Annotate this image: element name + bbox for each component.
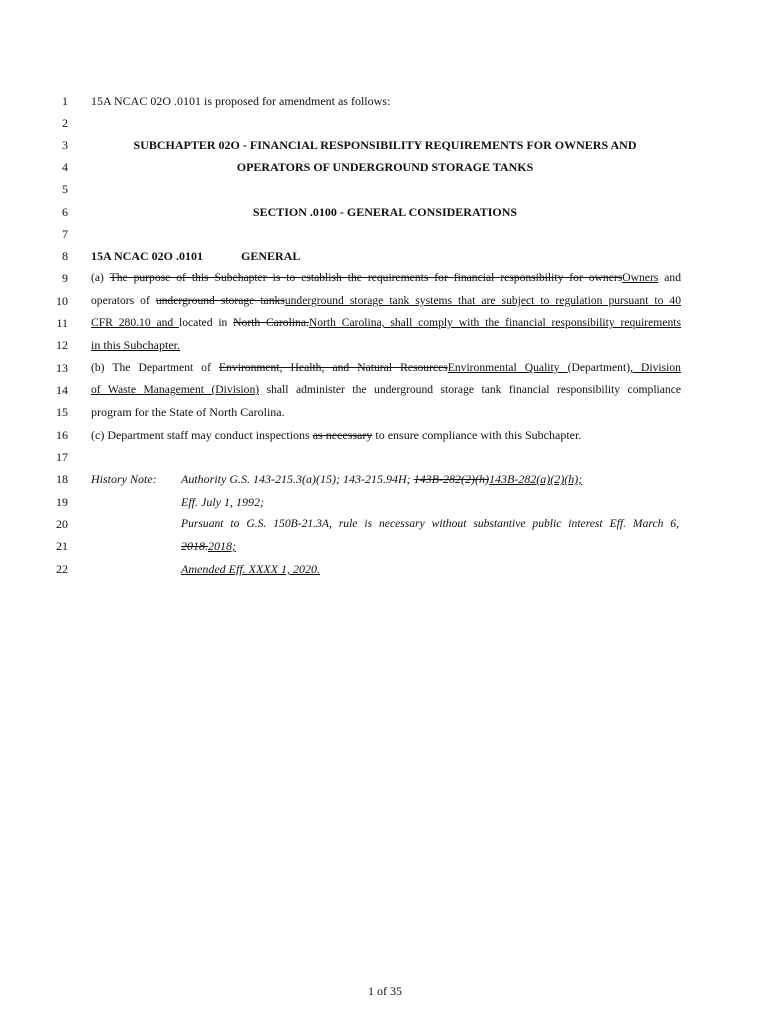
inserted-text: , Division xyxy=(630,361,681,374)
line-number: 8 xyxy=(62,249,68,263)
intro-text: 15A NCAC 02O .0101 is proposed for amendment as follows: xyxy=(91,94,391,108)
paragraph-a-cont xyxy=(91,312,681,334)
inserted-text: Owners xyxy=(622,271,659,284)
doc-line xyxy=(0,134,770,156)
doc-line xyxy=(0,201,770,223)
rule-heading xyxy=(91,245,681,267)
inserted-text: Amended Eff. XXXX 1, 2020. xyxy=(181,562,320,576)
history-pursuant: Pursuant to G.S. 150B-21.3A, rule is necessary without substantive public interest Eff. March 6, xyxy=(181,517,679,530)
doc-line xyxy=(0,90,770,112)
plain-text: located in xyxy=(179,316,234,329)
doc-line xyxy=(0,223,770,245)
doc-line xyxy=(0,558,770,580)
rule-title: GENERAL xyxy=(241,249,301,263)
doc-line xyxy=(0,357,770,379)
page-number: 1 of 35 xyxy=(368,984,402,998)
deleted-text: North Carolina. xyxy=(233,316,309,329)
plain-text: (Department) xyxy=(567,361,631,374)
deleted-text: Environment, Health, and Natural Resources xyxy=(219,361,448,374)
line-number: 20 xyxy=(56,517,68,531)
section-heading: SECTION .0100 - GENERAL CONSIDERATIONS xyxy=(252,205,518,219)
doc-line xyxy=(0,290,770,312)
line-number: 15 xyxy=(56,405,68,419)
line-number: 18 xyxy=(56,472,68,486)
line-number: 9 xyxy=(62,271,68,285)
line-number: 16 xyxy=(56,428,68,442)
history-note-label: History Note: xyxy=(91,472,157,486)
subchapter-heading-cont: OPERATORS OF UNDERGROUND STORAGE TANKS xyxy=(236,160,534,174)
line-number: 14 xyxy=(56,383,68,397)
inserted-text: in this Subchapter. xyxy=(91,338,180,352)
history-amended xyxy=(181,558,679,580)
line-number: 1 xyxy=(62,94,68,108)
inserted-text: North Carolina, shall comply with the financial responsibility requirements xyxy=(308,316,681,329)
line-number: 4 xyxy=(62,160,68,174)
inserted-text: underground storage tank systems that are subject to regulation pursuant to 40 xyxy=(284,294,681,307)
subchapter-heading: SUBCHAPTER 02O - FINANCIAL RESPONSIBILITY REQUIREMENTS FOR OWNERS AND xyxy=(133,138,637,152)
doc-line xyxy=(0,513,770,535)
line-number: 3 xyxy=(62,138,68,152)
plain-text: Authority G.S. 143-215.3(a)(15); 143-215.94H; xyxy=(181,472,414,486)
doc-line xyxy=(0,379,770,401)
doc-line xyxy=(0,446,770,468)
plain-text: (c) Department staff may conduct inspections xyxy=(91,428,313,442)
deleted-text: as necessary xyxy=(312,428,373,442)
line-number: 22 xyxy=(56,562,68,576)
deleted-text: underground storage tanks xyxy=(155,294,285,307)
line-number: 11 xyxy=(56,316,68,330)
inserted-text: of Waste Management (Division) xyxy=(91,383,260,396)
inserted-text: 2018; xyxy=(208,539,236,553)
paragraph-a-cont xyxy=(91,290,681,312)
line-number: 17 xyxy=(56,450,68,464)
history-effective: Eff. July 1, 1992; xyxy=(181,495,264,509)
plain-text: (b) The Department of xyxy=(91,361,220,374)
paragraph-a xyxy=(91,267,681,289)
doc-line xyxy=(0,491,770,513)
line-number: 2 xyxy=(62,116,68,130)
paragraph-label: (a) xyxy=(91,271,110,284)
paragraph-b xyxy=(91,357,681,379)
paragraph-b-cont xyxy=(91,379,681,401)
paragraph-a-cont xyxy=(91,334,681,356)
line-number: 7 xyxy=(62,227,68,241)
doc-line xyxy=(0,245,770,267)
inserted-text: 143B-282(a)(2)(h); xyxy=(488,472,583,486)
doc-line xyxy=(0,535,770,557)
doc-line xyxy=(0,312,770,334)
line-number: 10 xyxy=(56,294,68,308)
plain-text: and xyxy=(658,271,681,284)
history-authority xyxy=(181,468,679,490)
line-number: 5 xyxy=(62,182,68,196)
line-number: 19 xyxy=(56,495,68,509)
doc-line xyxy=(0,401,770,423)
rule-number: 15A NCAC 02O .0101 xyxy=(91,249,204,263)
inserted-text: CFR 280.10 and xyxy=(91,316,180,329)
doc-line xyxy=(0,178,770,200)
doc-line xyxy=(0,468,770,490)
plain-text: to ensure compliance with this Subchapter. xyxy=(372,428,582,442)
deleted-text: The purpose of this Subchapter is to establish the requirements for financial responsibility for owners xyxy=(109,271,623,284)
paragraph-b-cont: program for the State of North Carolina. xyxy=(91,405,285,419)
line-number: 13 xyxy=(56,361,68,375)
doc-line xyxy=(0,424,770,446)
inserted-text: Environmental Quality xyxy=(447,361,568,374)
doc-line xyxy=(0,156,770,178)
doc-line xyxy=(0,334,770,356)
history-year xyxy=(181,535,679,557)
plain-text: shall administer the underground storage tank financial responsibility compliance xyxy=(259,383,681,396)
doc-line xyxy=(0,267,770,289)
deleted-text: 2018. xyxy=(181,539,208,553)
line-number: 12 xyxy=(56,338,68,352)
paragraph-c xyxy=(91,424,681,446)
deleted-text: 143B-282(2)(h) xyxy=(413,472,489,486)
line-number: 21 xyxy=(56,539,68,553)
plain-text: operators of xyxy=(91,294,156,307)
doc-line xyxy=(0,112,770,134)
line-number: 6 xyxy=(62,205,68,219)
